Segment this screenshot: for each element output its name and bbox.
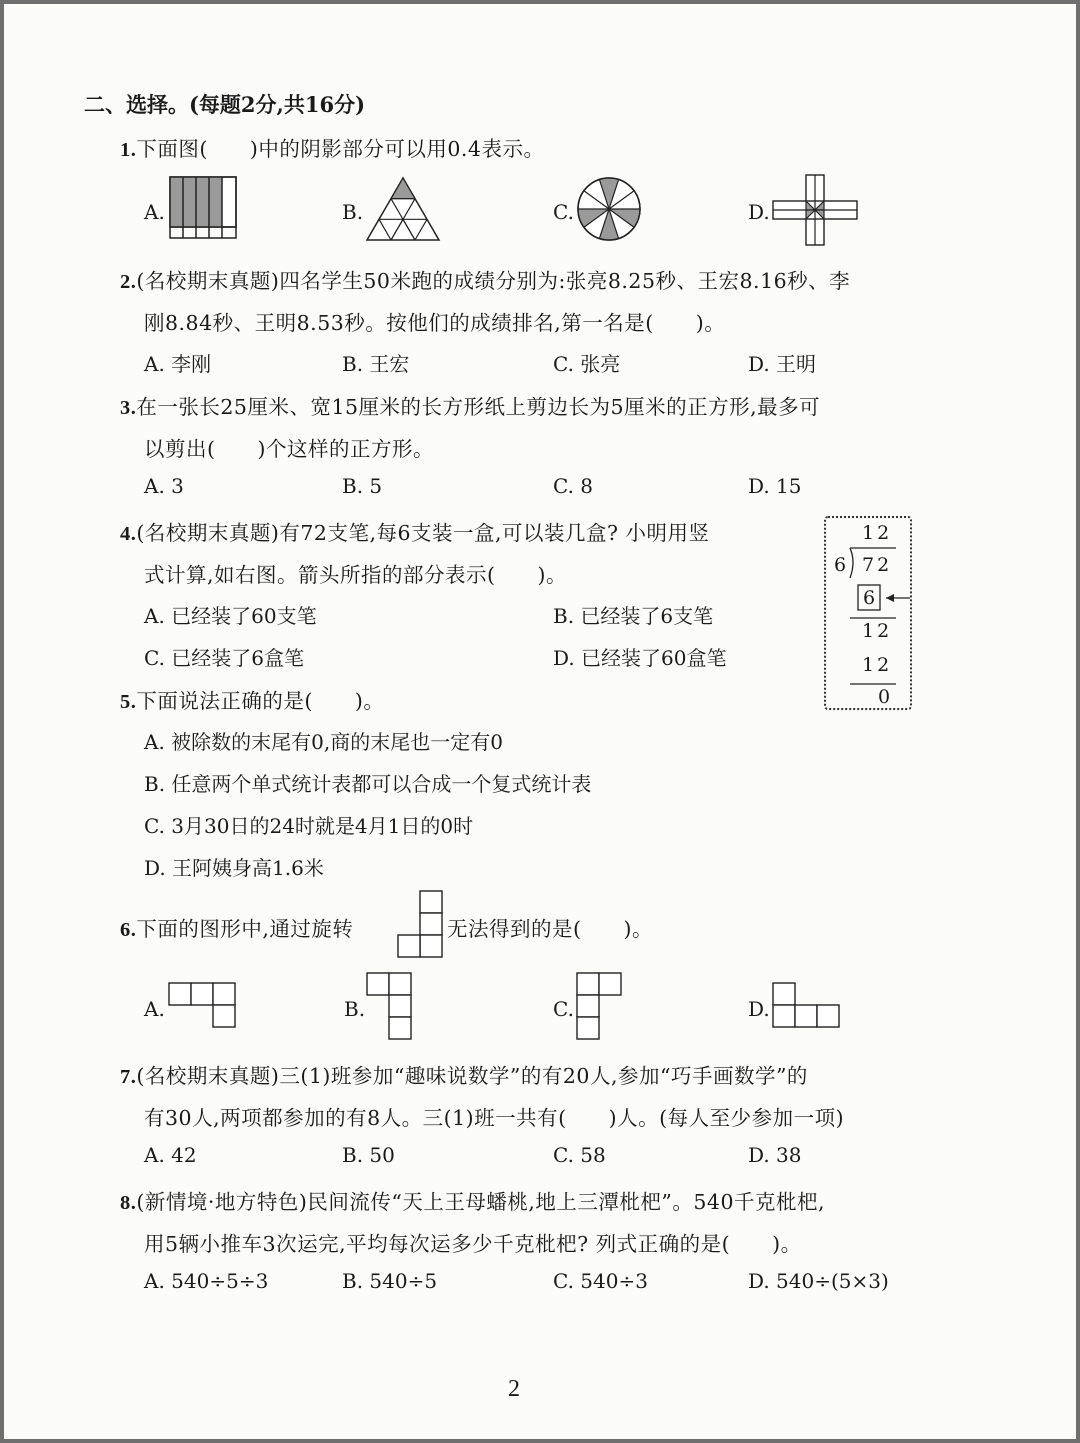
q5-option-c: C. 3月30日的24时就是4月1日的0时 [144,814,474,838]
question-5 [120,684,384,714]
q6-figure-d [772,982,842,1030]
question-number: 4. [120,523,137,545]
q4-option-d: D. 已经装了60盒笔 [553,646,727,670]
question-text-line2: 有30人,两项都参加的有8人。三(1)班一共有( )人。(每人至少参加一项) [144,1106,845,1130]
q3-option-c: C. 8 [553,474,594,498]
q6-figure-b [366,972,414,1042]
q2-option-d: D. 王明 [748,352,817,376]
long-division-lines [826,518,910,708]
q7-option-d: D. 38 [748,1143,802,1167]
question-number: 3. [120,397,137,419]
question-6-before [120,912,353,942]
question-4 [120,516,710,546]
q6-option-a-label: A. [144,997,165,1021]
q4-option-b: B. 已经装了6支笔 [553,604,714,628]
question-7 [120,1059,808,1089]
question-6-after: 无法得到的是( )。 [447,917,653,941]
page-number: 2 [508,1376,520,1402]
division-remainder1: 12 [862,620,893,642]
q8-option-d: D. 540÷(5×3) [748,1269,889,1293]
q1-figure-d-cross [772,174,858,246]
question-number: 5. [120,691,137,713]
q1-option-a-label: A. [144,200,165,224]
q2-option-a: A. 李刚 [144,352,212,376]
q8-option-c: C. 540÷3 [553,1269,648,1293]
q7-option-a: A. 42 [144,1143,197,1167]
q7-option-c: C. 58 [553,1143,606,1167]
long-division-box [824,516,912,710]
q1-option-b-label: B. [342,200,364,224]
q3-option-d: D. 15 [748,474,802,498]
q2-option-b: B. 王宏 [342,352,410,376]
q6-option-c-label: C. [553,997,574,1021]
q6-option-d-label: D. [748,997,770,1021]
q5-option-d: D. 王阿姨身高1.6米 [144,856,324,880]
question-text-line2: 以剪出( )个这样的正方形。 [144,437,434,461]
question-2 [120,264,850,294]
q5-option-a: A. 被除数的末尾有0,商的末尾也一定有0 [144,730,503,754]
question-number: 2. [120,271,137,293]
q3-option-a: A. 3 [144,474,184,498]
question-text-line1: 在一张长25厘米、宽15厘米的长方形纸上剪边长为5厘米的正方形,最多可 [136,395,821,419]
question-8 [120,1185,825,1215]
division-divisor: 6 [834,554,847,576]
q1-option-d-label: D. [748,200,770,224]
q1-figure-a-striped-rectangle [169,176,237,240]
q5-option-b: B. 任意两个单式统计表都可以合成一个复式统计表 [144,772,592,796]
q6-figure-c [576,972,624,1042]
q8-option-a: A. 540÷5÷3 [144,1269,269,1293]
division-step2: 12 [862,654,893,676]
question-1 [120,132,544,162]
question-text-line2: 刚8.84秒、王明8.53秒。按他们的成绩排名,第一名是( )。 [144,311,726,335]
q3-option-b: B. 5 [342,474,383,498]
q4-option-c: C. 已经装了6盒笔 [144,646,305,670]
question-text: 下面说法正确的是( )。 [136,689,385,713]
division-final-remainder: 0 [878,686,891,708]
q6-reference-shape [396,890,444,958]
question-text-line1: (名校期末真题)四名学生50米跑的成绩分别为:张亮8.25秒、王宏8.16秒、李 [136,269,851,293]
q1-option-c-label: C. [553,200,574,224]
division-quotient: 12 [862,522,893,544]
q8-option-b: B. 540÷5 [342,1269,438,1293]
question-text-before: 下面的图形中,通过旋转 [136,917,354,941]
question-text-line2: 用5辆小推车3次运完,平均每次运多少千克枇杷? 列式正确的是( )。 [144,1232,802,1256]
question-number: 1. [120,139,137,161]
q4-option-a: A. 已经装了60支笔 [144,604,317,628]
q1-figure-b-triangle-grid [365,176,441,242]
question-text-line1: (名校期末真题)有72支笔,每6支装一盒,可以装几盒? 小明用竖 [136,521,710,545]
question-text-line2: 式计算,如右图。箭头所指的部分表示( )。 [144,563,568,587]
division-step1-highlighted: 6 [863,587,876,609]
q6-figure-a [168,982,238,1030]
question-text-line1: (新情境·地方特色)民间流传“天上王母蟠桃,地上三潭枇杷”。540千克枇杷, [136,1190,826,1214]
question-number: 6. [120,919,137,941]
q6-option-b-label: B. [344,997,366,1021]
division-dividend: 72 [862,554,893,576]
q1-figure-c-circle-sectors [576,176,642,242]
q7-option-b: B. 50 [342,1143,395,1167]
question-text: 下面图( )中的阴影部分可以用0.4表示。 [136,137,545,161]
question-number: 8. [120,1192,137,1214]
question-3 [120,390,820,420]
q2-option-c: C. 张亮 [553,352,621,376]
section-title: 二、选择。(每题2分,共16分) [84,92,366,117]
question-number: 7. [120,1066,137,1088]
question-text-line1: (名校期末真题)三(1)班参加“趣味说数学”的有20人,参加“巧手画数学”的 [136,1064,808,1088]
